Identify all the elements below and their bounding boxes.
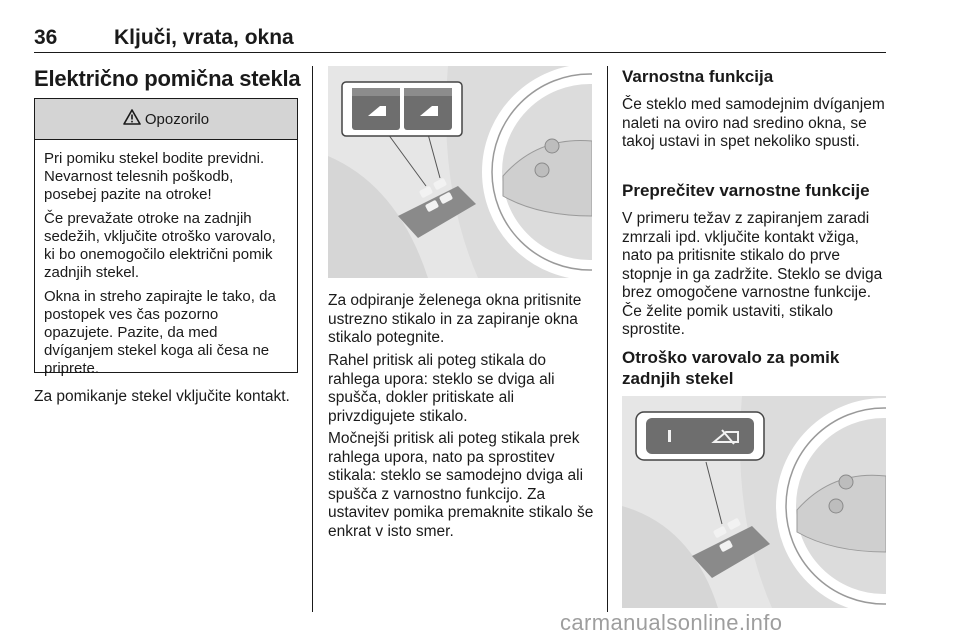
column-divider bbox=[607, 66, 608, 612]
warning-box bbox=[34, 98, 298, 377]
window-switch-illustration bbox=[328, 66, 592, 278]
warning-body bbox=[35, 140, 297, 378]
page-number: 36 bbox=[34, 26, 58, 49]
page-header bbox=[34, 26, 886, 53]
warning-title: Opozorilo bbox=[144, 110, 210, 128]
middle-paragraph: Rahel pritisk ali poteg stikala do rahlega upora: steklo se dviga ali spušča, dokler pritiskate ali privzdigujete stikalo. bbox=[328, 352, 555, 425]
child-lock-illustration bbox=[622, 396, 886, 608]
warning-paragraph: Pri pomiku stekel bodite previdni. Nevarnost telesnih poškodb, posebej pazite na otroke! bbox=[44, 150, 265, 203]
section-title: Električno pomična stekla bbox=[34, 66, 301, 91]
middle-paragraph: Močnejši pritisk ali poteg stikala prek rahlega upora, nato pa sprostitev stikala: steklo se samodejno dviga ali spušča z varnostno funkcijo. Za ustavitev pomika premaknite stikalo še enkrat v isto smer. bbox=[328, 430, 594, 540]
warning-header bbox=[35, 99, 297, 140]
watermark: carmanualsonline.info bbox=[560, 610, 783, 635]
middle-paragraph: Za odpiranje želenega okna pritisnite ustrezno stikalo in za zapiranje okna stikalo potegnite. bbox=[328, 292, 582, 346]
safety-function-heading: Varnostna funkcija bbox=[622, 67, 774, 86]
override-heading: Preprečitev varnostne funkcije bbox=[622, 181, 870, 200]
child-lock-heading: Otroško varovalo za pomik zadnjih stekel bbox=[622, 348, 840, 388]
column-divider bbox=[312, 66, 313, 612]
warning-paragraph: Okna in streho zapirajte le tako, da postopek ves čas pozorno opazujete. Pazite, da med dvíganjem stekel koga ali česa ne priprete. bbox=[44, 288, 276, 377]
override-text: V primeru težav z zapiranjem zaradi zmrzali ipd. vključite kontakt vžiga, nato pa pritisnite stikalo do prve stopnje in ga zadržite. Steklo se dviga brez omogočene varnostne funkcije. Če želite pomik ustaviti, stikalo sprostite. bbox=[622, 210, 883, 338]
ignition-note: Za pomikanje stekel vključite kontakt. bbox=[34, 388, 290, 405]
safety-function-text: Če steklo med samodejnim dvíganjem naleti na oviro nad sredino okna, se takoj ustavi in spet nekoliko spusti. bbox=[622, 96, 885, 150]
warning-triangle-icon bbox=[123, 109, 141, 129]
warning-paragraph: Če prevažate otroke na zadnjih sedežih, vključite otroško varovalo, ki bo onemogočilo električni pomik zadnjih stekel. bbox=[44, 210, 276, 281]
chapter-title: Ključi, vrata, okna bbox=[114, 26, 294, 49]
